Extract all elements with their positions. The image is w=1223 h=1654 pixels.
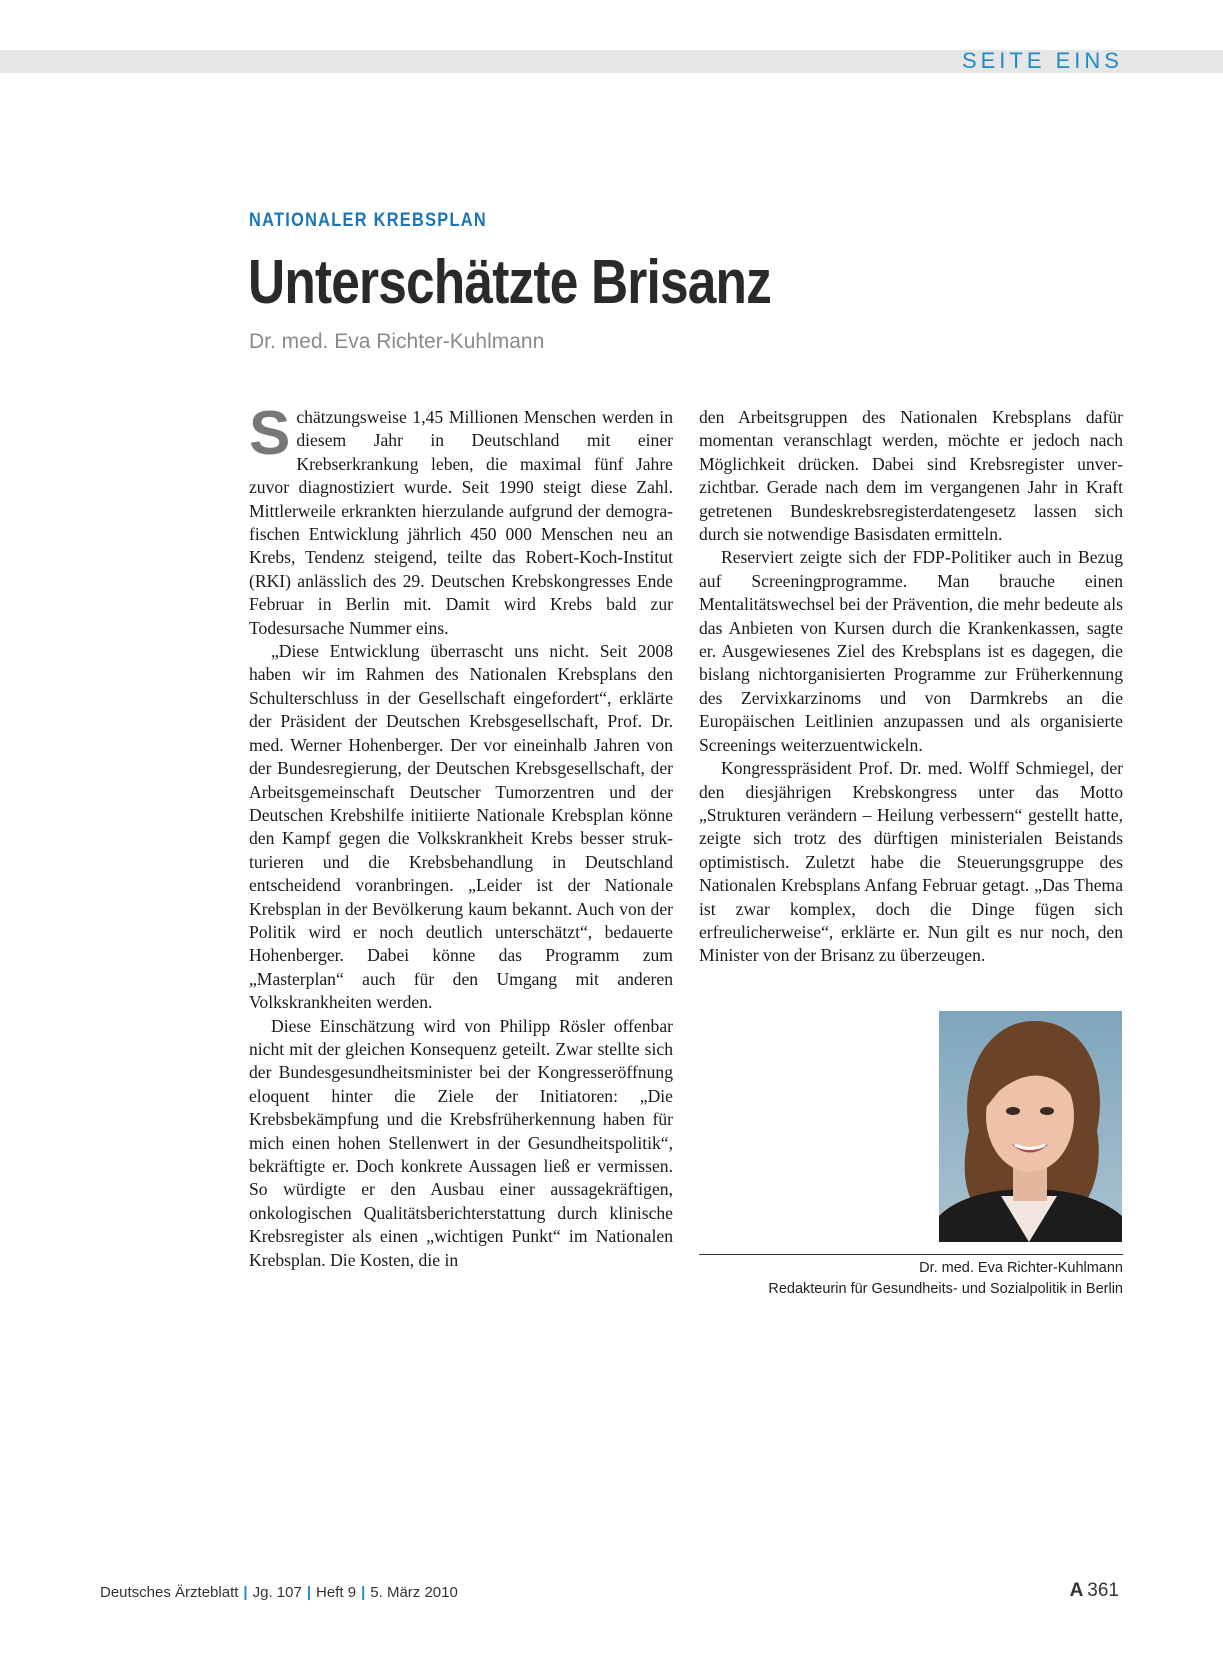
page-number xyxy=(1070,1580,1119,1602)
journal-volume: Jg. 107 xyxy=(252,1584,302,1601)
page-footer xyxy=(100,1584,458,1601)
page-number-value: 361 xyxy=(1087,1580,1119,1601)
article-column-right xyxy=(699,406,1123,968)
article-kicker: NATIONALER KREBSPLAN xyxy=(249,210,487,231)
page-prefix: A xyxy=(1069,1580,1084,1601)
author-portrait xyxy=(939,1011,1122,1242)
journal-name: Deutsches Ärzteblatt xyxy=(100,1584,239,1601)
journal-date: 5. März 2010 xyxy=(370,1584,458,1601)
article-paragraph: „Diese Entwicklung überrascht uns nicht. Seit 2008 haben wir im Rahmen des Nationalen Krebsplans den Schulterschluss in der Gesellschaft eingefordert“, erklärte der Präsident der Deutschen Krebsgesellschaft, Prof. Dr. med. Werner Hohenberger. Der vor eineinhalb Jahren von der Bundesregierung, der Deutschen Krebsgesellschaft, der Arbeitsgemeinschaft Deutscher Tumorzentren und der Deutschen Krebshilfe initiierte Nationale Krebsplan könne den Kampf gegen die Volkskrankheit Krebs besser strukturieren und die Krebsbehandlung in Deutschland entscheidend voranbringen. „Leider ist der Nationale Krebsplan in der Bevölkerung kaum bekannt. Auch von der Politik wird er noch deutlich unterschätzt“, bedauerte Hohenberger. Dabei könne das Programm zum „Masterplan“ auch für den Umgang mit anderen Volkskrankheiten werden. xyxy=(249,641,673,1013)
caption-role: Redakteurin für Gesundheits- und Sozialpolitik in Berlin xyxy=(768,1281,1123,1297)
article-paragraph: den Arbeitsgruppen des Nationalen Krebsplans dafür momentan veranschlagt werden, möchte er jedoch nach Möglichkeit drücken. Dabei sind Krebsregister unverzichtbar. Gerade nach dem im vergangenen Jahr in Kraft getretenen Bundeskrebsregisterdatengesetz lassen sich durch sie notwendige Basisdaten ermitteln. xyxy=(699,407,1123,545)
article-column-left xyxy=(249,399,673,1272)
article-paragraph: Diese Einschätzung wird von Philipp Rösler offenbar nicht mit der gleichen Konsequenz geteilt. Zwar stellte sich der Bundesgesundheitsminister bei der Kongresseröffnung eloquent hinter die Ziele der Initiatoren: „Die Krebsbekämpfung und die Krebsfrüherkennung haben für mich einen hohen Stellenwert in der Gesundheitspolitik“, bekräftigte er. Doch konkrete Aussagen ließ er vermissen. So würdigte er den Ausbau einer aussagekräftigen, onkologischen Qualitätsberichterstattung durch klinische Krebsregister als einen „wichtigen Punkt“ im Nationalen Krebsplan. Die Kosten, die in xyxy=(249,1015,673,1270)
article-title: Unterschätzte Brisanz xyxy=(248,248,772,317)
article-paragraph: Reserviert zeigte sich der FDP-Politiker auch in Bezug auf Screeningprogramme. Man brauche einen Mentalitätswechsel bei der Prävention, die mehr bedeute als das Anbieten von Kursen durch die Krankenkassen, sagte er. Ausgewiesenes Ziel des Krebsplans ist es dagegen, die bislang nichtorganisierten Programme zur Früherkennung des Zervixkarzinoms und von Darmkrebs an die Europäischen Leitlinien anzupassen und als organisierte Screenings weiterzuentwickeln. xyxy=(699,547,1123,755)
drop-cap: S xyxy=(249,399,291,468)
footer-separator: | xyxy=(306,1584,312,1601)
footer-separator: | xyxy=(361,1584,366,1601)
article-paragraph: Kongresspräsident Prof. Dr. med. Wolff Schmiegel, der den diesjährigen Krebskongress unter das Motto „Strukturen verändern – Heilung verbessern“ gestellt hatte, zeigte sich trotz des dürftigen ministerialen Beistands optimistisch. Zuletzt habe die Steuerungsgruppe des Nationalen Krebsplans Anfang Februar getagt. „Das Thema ist zwar komplex, doch die Dinge fügen sich erfreulicherweise“, erklärte er. Nun gilt es nur noch, den Minister von der Brisanz zu überzeugen. xyxy=(699,758,1123,966)
article-paragraph: Schätzungsweise 1,45 Millionen Menschen werden in diesem Jahr in Deutschland mit einer Krebserkrankung leben, die maximal fünf Jahre zuvor diagnostiziert wurde. Seit 1990 steigt diese Zahl. Mittlerweile erkrankten hierzulande aufgrund der demografischen Entwicklung jährlich 450 000 Menschen neu an Krebs, Tendenz steigend, teilte das Robert-Koch-Institut (RKI) anlässlich des 29. Deutschen Krebskongresses Ende Februar in Berlin mit. Damit wird Krebs bald zur Todesursache Nummer eins. xyxy=(249,399,673,638)
caption-divider xyxy=(699,1254,1123,1255)
footer-separator: | xyxy=(243,1584,248,1601)
journal-issue: Heft 9 xyxy=(316,1584,357,1601)
article-byline: Dr. med. Eva Richter-Kuhlmann xyxy=(249,330,545,353)
portrait-caption xyxy=(699,1258,1123,1300)
portrait-illustration xyxy=(939,1011,1122,1242)
caption-name: Dr. med. Eva Richter-Kuhlmann xyxy=(919,1260,1123,1276)
section-label: SEITE EINS xyxy=(961,48,1123,73)
